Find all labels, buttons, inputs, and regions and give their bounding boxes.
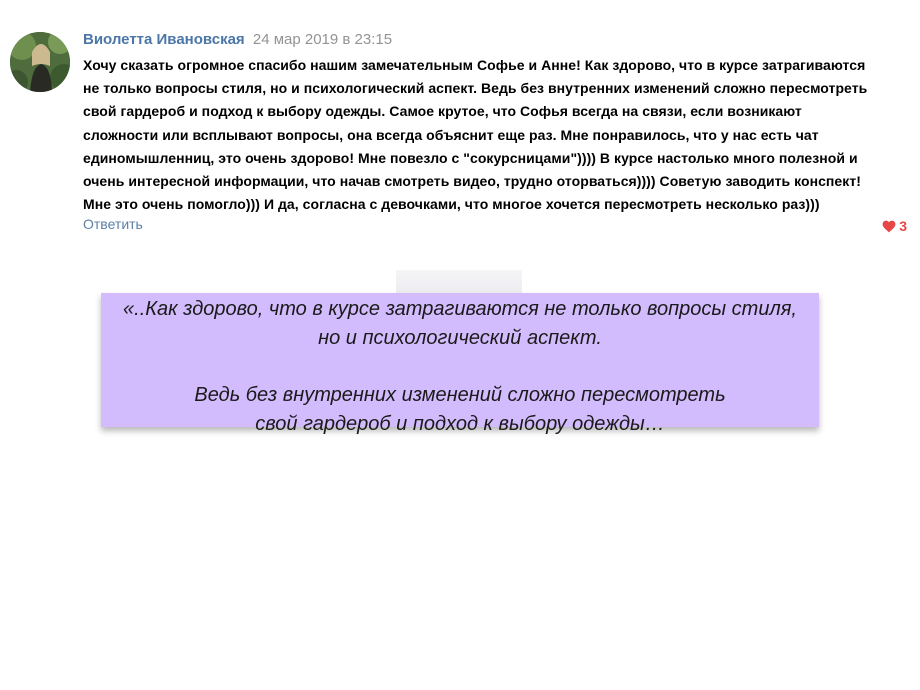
reply-button[interactable]: Ответить [83,216,143,232]
comment-text-line: свой гардероб и подход к выбору одежды. Самое крутое, что Софья всегда на связи, если возникают [83,103,802,120]
like-count: 3 [899,218,907,234]
comment-text-line: очень интересной информации, что начав смотреть видео, трудно оторваться)))) Советую заводить конспект! [83,173,861,190]
comment-date[interactable]: 24 мар 2019 в 23:15 [252,31,393,48]
comment-text-line: Мне это очень помогло))) И да, согласна с девочками, что многое хочется пересмотреть несколько раз))) [83,196,820,213]
comment-text-line: не только вопросы стиля, но и психологический аспект. Ведь без внутренних изменений сложно пересмотреть [83,80,868,97]
quote-line: Ведь без внутренних изменений сложно пересмотреть [194,384,726,406]
comment-text-line: сложности или всплывают вопросы, она всегда объяснит еще раз. Мне понравилось, что у нас есть чат [83,126,819,143]
quote-line: свой гардероб и подход к выбору одежды… [255,413,665,435]
comment-header [83,28,903,52]
avatar-photo [10,32,70,92]
quote-line: но и психологический аспект. [318,327,602,349]
avatar[interactable] [10,32,70,92]
quote-line: «..Как здорово, что в курсе затрагиваются не только вопросы стиля, [123,298,797,320]
comment-text [83,54,895,216]
heart-icon [882,220,896,233]
author-name[interactable]: Виолетта Ивановская [83,31,245,48]
quote-box [101,293,819,435]
comment-text-line: единомышленниц, это очень здорово! Мне повезло с "сокурсницами")))) В курсе настолько много полезной и [83,149,858,166]
comment-content [83,28,903,216]
quote-spacer [101,353,819,381]
like-button[interactable] [882,218,907,234]
comment-text-line: Хочу сказать огромное спасибо нашим замечательным Софье и Анне! Как здорово, что в курсе затрагиваются [83,57,866,73]
